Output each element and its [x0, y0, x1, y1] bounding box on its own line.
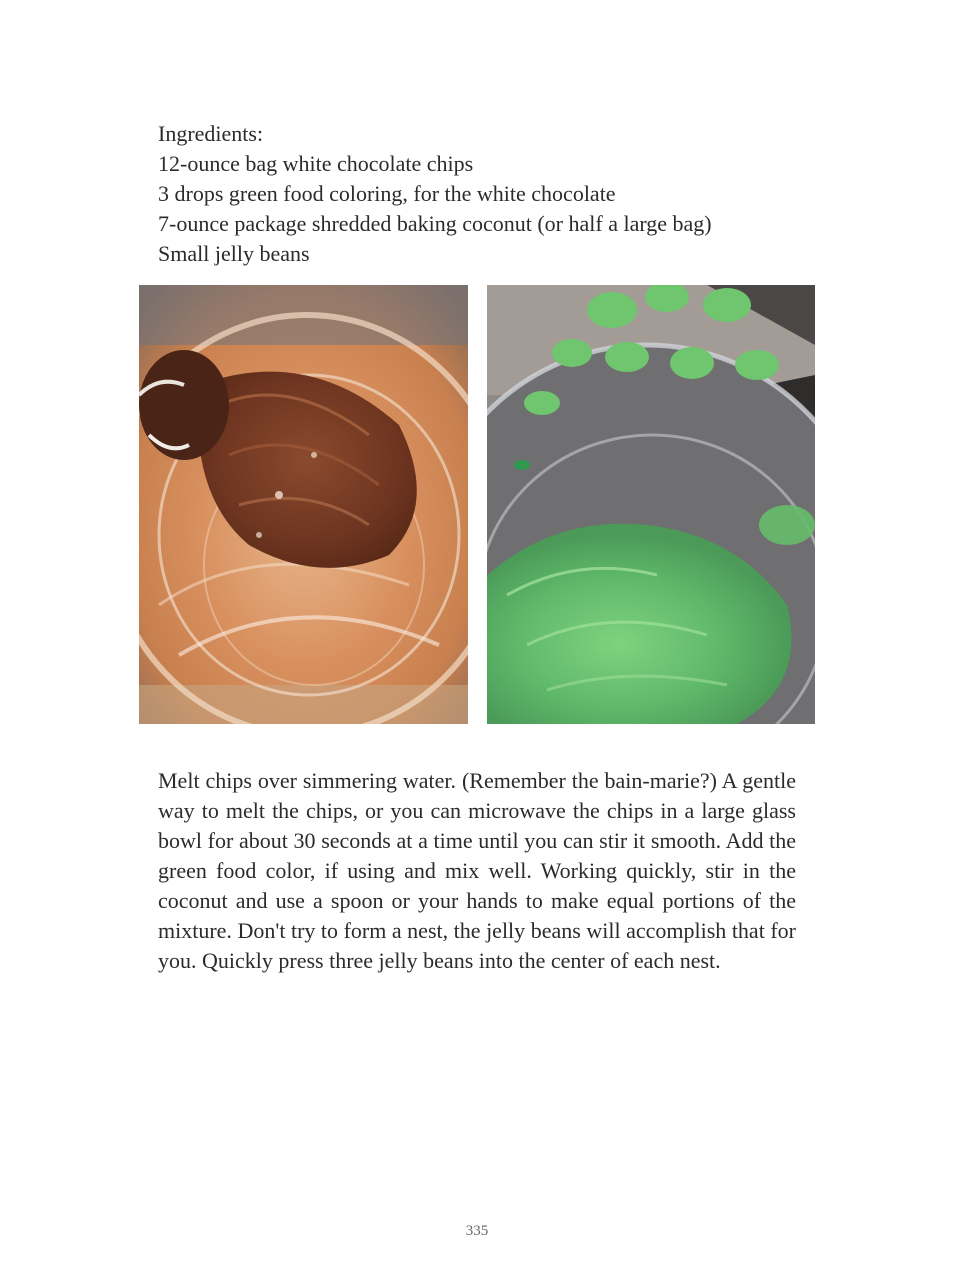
- recipe-instructions: Melt chips over simmering water. (Remember the bain-marie?) A gentle way to melt the chips, or you can microwave the chips in a large glass bowl for about 30 seconds at a time until you can stir it smooth. Add the green food color, if using and mix well. Working quickly, stir in the coconut and use a spoon or your hands to make equal portions of the mixture. Don't try to form a nest, the jelly beans will accomplish that for you. Quickly press three jelly beans into the center of each nest.: [158, 768, 796, 973]
- chocolate-bowl-image-icon: [139, 285, 468, 724]
- page-number: 335: [465, 1223, 489, 1239]
- ingredients-list: [158, 119, 818, 269]
- green-mixture-photo: [487, 285, 815, 724]
- chocolate-mixture-photo: [139, 285, 468, 724]
- green-bowl-image-icon: [487, 285, 815, 724]
- ingredient-item: 3 drops green food coloring, for the white chocolate: [158, 181, 616, 206]
- ingredient-item: 12-ounce bag white chocolate chips: [158, 151, 474, 176]
- ingredient-item: 7-ounce package shredded baking coconut (or half a large bag): [158, 211, 712, 236]
- ingredients-heading: Ingredients:: [158, 121, 264, 146]
- ingredient-item: Small jelly beans: [158, 241, 310, 266]
